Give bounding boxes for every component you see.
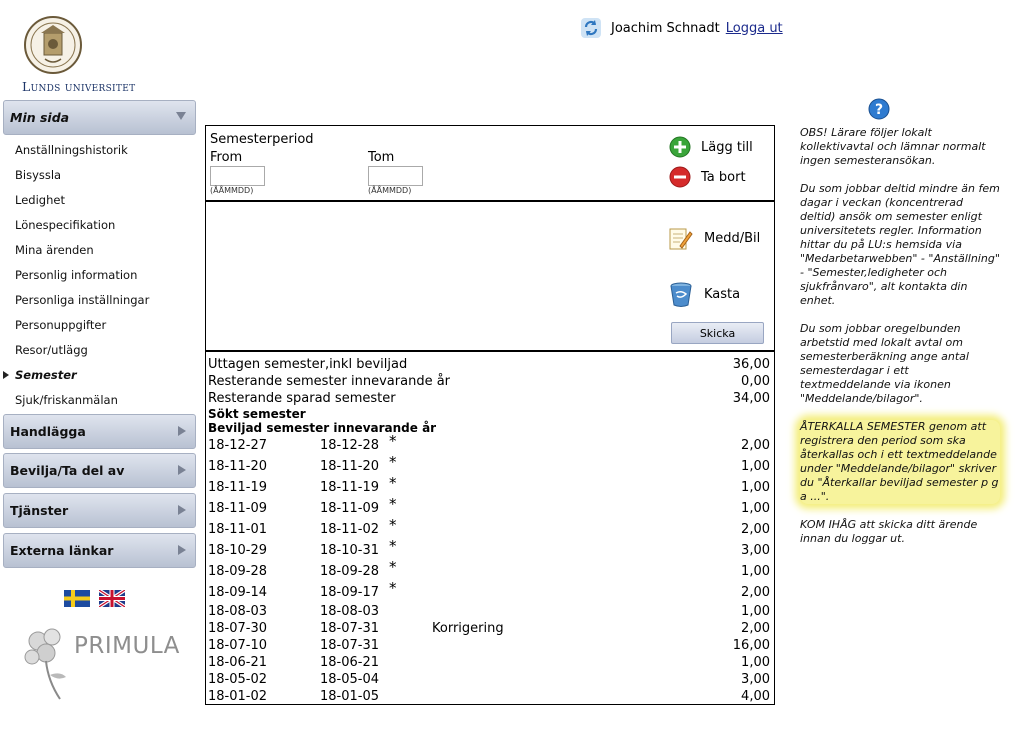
semester-to-date: 18-12-28	[320, 438, 380, 453]
semester-from-date: 18-09-28	[208, 564, 268, 579]
semester-row	[208, 495, 772, 519]
semester-row	[208, 603, 772, 620]
primula-label: PRIMULA	[74, 633, 180, 659]
semester-from-date: 18-07-10	[208, 638, 268, 653]
minus-icon	[669, 166, 691, 188]
pending-marker: *	[389, 432, 397, 450]
message-attachment-button[interactable]	[666, 224, 760, 252]
chevron-down-icon	[176, 112, 186, 120]
semester-days: 1,00	[741, 459, 770, 474]
help-icon[interactable]	[868, 98, 890, 120]
semester-days: 4,00	[741, 689, 770, 704]
help-text-deltid: Du som jobbar deltid mindre än fem dagar i veckan (koncentrerad deltid) ansök om semester enligt universitetets regler. Information hittar du på LU:s hemsida via "Medarbetarwebben" - "Anställning" - "Semester,ledigheter och sjukfrånvaro", alt kontakta din enhet.	[800, 182, 1000, 307]
menu-handlagga[interactable]	[3, 414, 196, 449]
semester-row	[208, 558, 772, 582]
semester-from-date: 18-06-21	[208, 655, 268, 670]
semester-to-date: 18-08-03	[320, 604, 380, 619]
semester-row	[208, 579, 772, 603]
user-name: Joachim Schnadt	[611, 20, 720, 36]
help-text-aterkalla: ÅTERKALLA SEMESTER genom att registrera den period som ska återkallas och i ett textmeddelande under "Meddelande/bilagor" skriver du "Återkallar beviljad semester p g a ...".	[800, 420, 999, 503]
refresh-icon[interactable]	[580, 17, 602, 39]
sidebar-item-anstallningshistorik[interactable]: Anställningshistorik	[15, 143, 128, 157]
semester-row	[208, 432, 772, 456]
semester-from-date: 18-08-03	[208, 604, 268, 619]
remove-period-button[interactable]	[669, 166, 746, 188]
semester-list	[208, 432, 772, 705]
semester-summary	[208, 356, 772, 705]
uk-flag-icon[interactable]	[99, 590, 125, 607]
semester-days: 2,00	[741, 522, 770, 537]
semester-to-date: 18-01-05	[320, 689, 380, 704]
semester-from-date: 18-10-29	[208, 543, 268, 558]
semester-to-date: 18-07-31	[320, 621, 380, 636]
semester-to-date: 18-06-21	[320, 655, 380, 670]
semester-to-date: 18-07-31	[320, 638, 380, 653]
semester-from-date: 18-09-14	[208, 585, 268, 600]
semester-days: 2,00	[741, 585, 770, 600]
discard-button[interactable]	[668, 280, 740, 308]
semester-from-date: 18-11-01	[208, 522, 268, 537]
menu-min-sida-label: Min sida	[10, 110, 70, 125]
semester-to-date: 18-10-31	[320, 543, 380, 558]
menu-tjanster[interactable]	[3, 493, 196, 528]
semester-days: 3,00	[741, 672, 770, 687]
pending-marker: *	[389, 516, 397, 534]
notepad-pencil-icon	[666, 224, 694, 252]
add-period-label: Lägg till	[701, 139, 753, 155]
semester-from-date: 18-05-02	[208, 672, 268, 687]
semester-row	[208, 671, 772, 688]
menu-externa-lankar-label: Externa länkar	[10, 543, 114, 558]
summary-value: 34,00	[732, 391, 770, 406]
message-attachment-label: Medd/Bil	[704, 230, 761, 246]
sokt-semester-heading: Sökt semester	[208, 407, 306, 421]
semester-from-date: 18-11-20	[208, 459, 268, 474]
semester-days: 1,00	[741, 655, 770, 670]
semester-to-date: 18-11-09	[320, 501, 380, 516]
help-text-kom-ihag: KOM IHÅG att skicka ditt ärende innan du loggar ut.	[800, 518, 978, 545]
semester-days: 1,00	[741, 564, 770, 579]
semester-row	[208, 688, 772, 705]
semester-row	[208, 453, 772, 477]
sidebar-item-personlig-information[interactable]: Personlig information	[15, 268, 138, 282]
sidebar-item-sjuk-friskanmalan[interactable]: Sjuk/friskanmälan	[15, 393, 118, 407]
university-name: Lunds universitet	[22, 79, 136, 94]
menu-min-sida[interactable]	[3, 100, 196, 135]
help-panel	[800, 100, 1000, 560]
university-seal-icon	[23, 15, 83, 75]
sidebar-item-personuppgifter[interactable]: Personuppgifter	[15, 318, 107, 332]
remove-period-label: Ta bort	[701, 169, 746, 185]
semester-note: Korrigering	[432, 621, 504, 636]
from-date-format: (ÅÅMMDD)	[210, 186, 254, 195]
semester-to-date: 18-05-04	[320, 672, 380, 687]
sidebar-item-personliga-installningar[interactable]: Personliga inställningar	[15, 293, 150, 307]
message-section	[206, 202, 774, 352]
menu-bevilja[interactable]	[3, 453, 196, 488]
min-sida-submenu	[15, 141, 149, 416]
svg-text:?: ?	[874, 102, 884, 118]
semester-from-date: 18-12-27	[208, 438, 268, 453]
semester-row	[208, 474, 772, 498]
primula-logo	[20, 623, 180, 703]
semester-days: 3,00	[741, 543, 770, 558]
semester-row	[208, 537, 772, 561]
help-text-obs: OBS! Lärare följer lokalt kollektivavtal och lämnar normalt ingen semesteransökan.	[800, 126, 986, 167]
sidebar-item-mina-arenden[interactable]: Mina ärenden	[15, 243, 94, 257]
menu-bevilja-label: Bevilja/Ta del av	[10, 463, 125, 478]
summary-row	[208, 356, 772, 373]
sidebar-item-lonespecifikation[interactable]: Lönespecifikation	[15, 218, 116, 232]
semester-period-section	[206, 126, 774, 202]
semester-row	[208, 620, 772, 637]
sidebar-item-semester[interactable]: Semester	[15, 366, 149, 391]
semester-to-date: 18-11-19	[320, 480, 380, 495]
semester-to-date: 18-11-20	[320, 459, 380, 474]
semester-to-date: 18-09-28	[320, 564, 380, 579]
tom-date-format: (ÅÅMMDD)	[368, 186, 412, 195]
chevron-right-icon	[178, 545, 186, 555]
beviljad-semester-heading: Beviljad semester innevarande år	[208, 421, 437, 435]
semester-days: 1,00	[741, 604, 770, 619]
sidebar-item-ledighet[interactable]: Ledighet	[15, 193, 65, 207]
semester-days: 1,00	[741, 501, 770, 516]
semester-from-date: 18-01-02	[208, 689, 268, 704]
trash-icon	[668, 280, 694, 308]
semester-row	[208, 516, 772, 540]
summary-label: Uttagen semester,inkl beviljad	[208, 357, 408, 372]
semester-days: 1,00	[741, 480, 770, 495]
help-text-oregelbunden: Du som jobbar oregelbunden arbetstid med lokalt avtal om semesterberäkning ange antal semesterdagar i ett textmeddelande via ikonen "Meddelande/bilagor".	[800, 322, 969, 405]
semester-days: 2,00	[741, 621, 770, 636]
pending-marker: *	[389, 537, 397, 555]
semester-days: 2,00	[741, 438, 770, 453]
add-period-button[interactable]	[669, 136, 753, 158]
menu-handlagga-label: Handlägga	[10, 424, 86, 439]
tom-date-input[interactable]	[368, 166, 423, 186]
logout-link[interactable]: Logga ut	[725, 20, 783, 36]
sidebar-item-bisyssla[interactable]: Bisyssla	[15, 168, 62, 182]
pending-marker: *	[389, 453, 397, 471]
send-button[interactable]: Skicka	[671, 322, 764, 344]
language-flags	[64, 590, 125, 607]
chevron-right-icon	[178, 465, 186, 475]
summary-row	[208, 390, 772, 407]
user-bar	[580, 16, 783, 40]
semester-to-date: 18-11-02	[320, 522, 380, 537]
semester-row	[208, 637, 772, 654]
semester-period-title: Semesterperiod	[210, 132, 314, 147]
pending-marker: *	[389, 495, 397, 513]
semester-days: 16,00	[732, 638, 770, 653]
tom-label: Tom	[368, 150, 395, 165]
summary-label: Resterande sparad semester	[208, 391, 396, 406]
sidebar-item-resor-utlagg[interactable]: Resor/utlägg	[15, 343, 88, 357]
semester-to-date: 18-09-17	[320, 585, 380, 600]
summary-value: 36,00	[732, 357, 770, 372]
from-date-input[interactable]	[210, 166, 265, 186]
chevron-right-icon	[178, 426, 186, 436]
discard-label: Kasta	[704, 286, 741, 302]
swedish-flag-icon[interactable]	[64, 590, 90, 607]
semester-from-date: 18-11-19	[208, 480, 268, 495]
pending-marker: *	[389, 558, 397, 576]
summary-row	[208, 373, 772, 390]
semester-from-date: 18-07-30	[208, 621, 268, 636]
chevron-right-icon	[178, 505, 186, 515]
from-label: From	[210, 150, 243, 165]
semester-form	[205, 125, 775, 705]
semester-from-date: 18-11-09	[208, 501, 268, 516]
pending-marker: *	[389, 474, 397, 492]
semester-row	[208, 654, 772, 671]
plus-icon	[669, 136, 691, 158]
university-logo	[10, 12, 170, 97]
menu-tjanster-label: Tjänster	[10, 503, 69, 518]
pending-marker: *	[389, 579, 397, 597]
primula-flower-icon	[20, 623, 80, 703]
menu-externa-lankar[interactable]	[3, 533, 196, 568]
summary-label: Resterande semester innevarande år	[208, 374, 451, 389]
summary-value: 0,00	[741, 374, 770, 389]
